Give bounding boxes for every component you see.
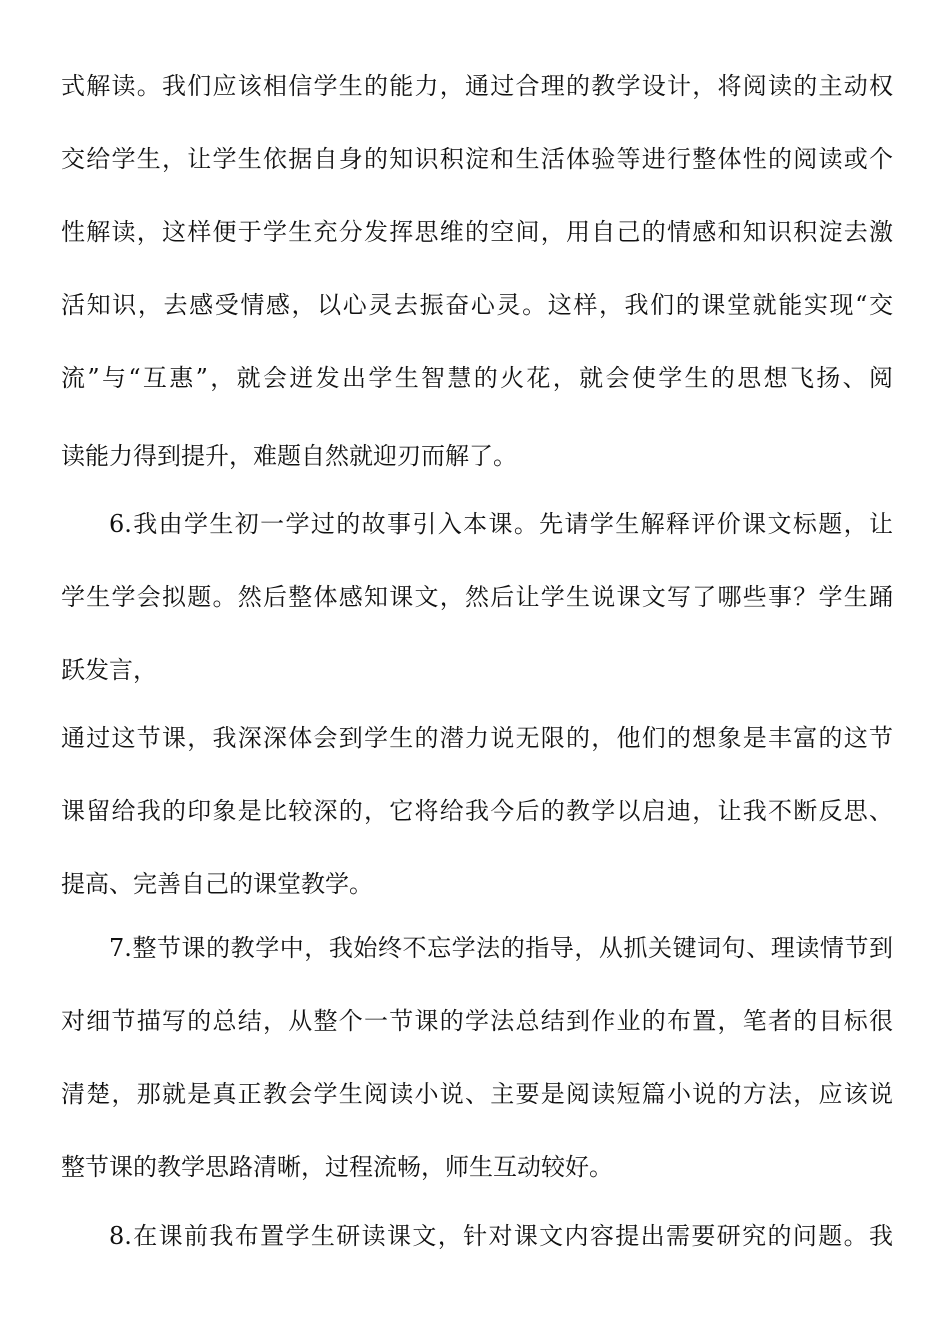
paragraph-1-line-3: 性解读，这样便于学生充分发挥思维的空间，用自己的情感和知识积淀去激 [61, 218, 893, 246]
paragraph-6-line-2: 学生学会拟题。然后整体感知课文，然后让学生说课文写了哪些事？学生踊 [61, 583, 893, 611]
paragraph-1-line-2: 交给学生，让学生依据自身的知识积淀和生活体验等进行整体性的阅读或个 [61, 145, 893, 173]
paragraph-reflection-line-1: 通过这节课，我深深体会到学生的潜力说无限的，他们的想象是丰富的这节 [61, 724, 893, 752]
paragraph-1-line-6: 读能力得到提升，难题自然就迎刃而解了。 [61, 442, 517, 470]
paragraph-reflection-line-2: 课留给我的印象是比较深的，它将给我今后的教学以启迪，让我不断反思、 [61, 797, 893, 825]
paragraph-6-line-1: 6.我由学生初一学过的故事引入本课。先请学生解释评价课文标题，让 [109, 510, 893, 538]
paragraph-7-line-1: 7.整节课的教学中，我始终不忘学法的指导，从抓关键词句、理读情节到 [109, 934, 893, 962]
paragraph-7-line-3: 清楚，那就是真正教会学生阅读小说、主要是阅读短篇小说的方法，应该说 [61, 1080, 893, 1108]
paragraph-1-line-1: 式解读。我们应该相信学生的能力，通过合理的教学设计，将阅读的主动权 [61, 72, 893, 100]
paragraph-6-line-3: 跃发言， [61, 656, 157, 684]
paragraph-7-line-2: 对细节描写的总结，从整个一节课的学法总结到作业的布置，笔者的目标很 [61, 1007, 893, 1035]
paragraph-1-line-5: 流”与“互惠”，就会迸发出学生智慧的火花，就会使学生的思想飞扬、阅 [61, 364, 893, 392]
paragraph-8-line-1: 8.在课前我布置学生研读课文，针对课文内容提出需要研究的问题。我 [109, 1222, 893, 1250]
paragraph-reflection-line-3: 提高、完善自己的课堂教学。 [61, 870, 373, 898]
paragraph-7-line-4: 整节课的教学思路清晰，过程流畅，师生互动较好。 [61, 1153, 613, 1181]
paragraph-1-line-4: 活知识，去感受情感，以心灵去振奋心灵。这样，我们的课堂就能实现“交 [61, 291, 893, 319]
